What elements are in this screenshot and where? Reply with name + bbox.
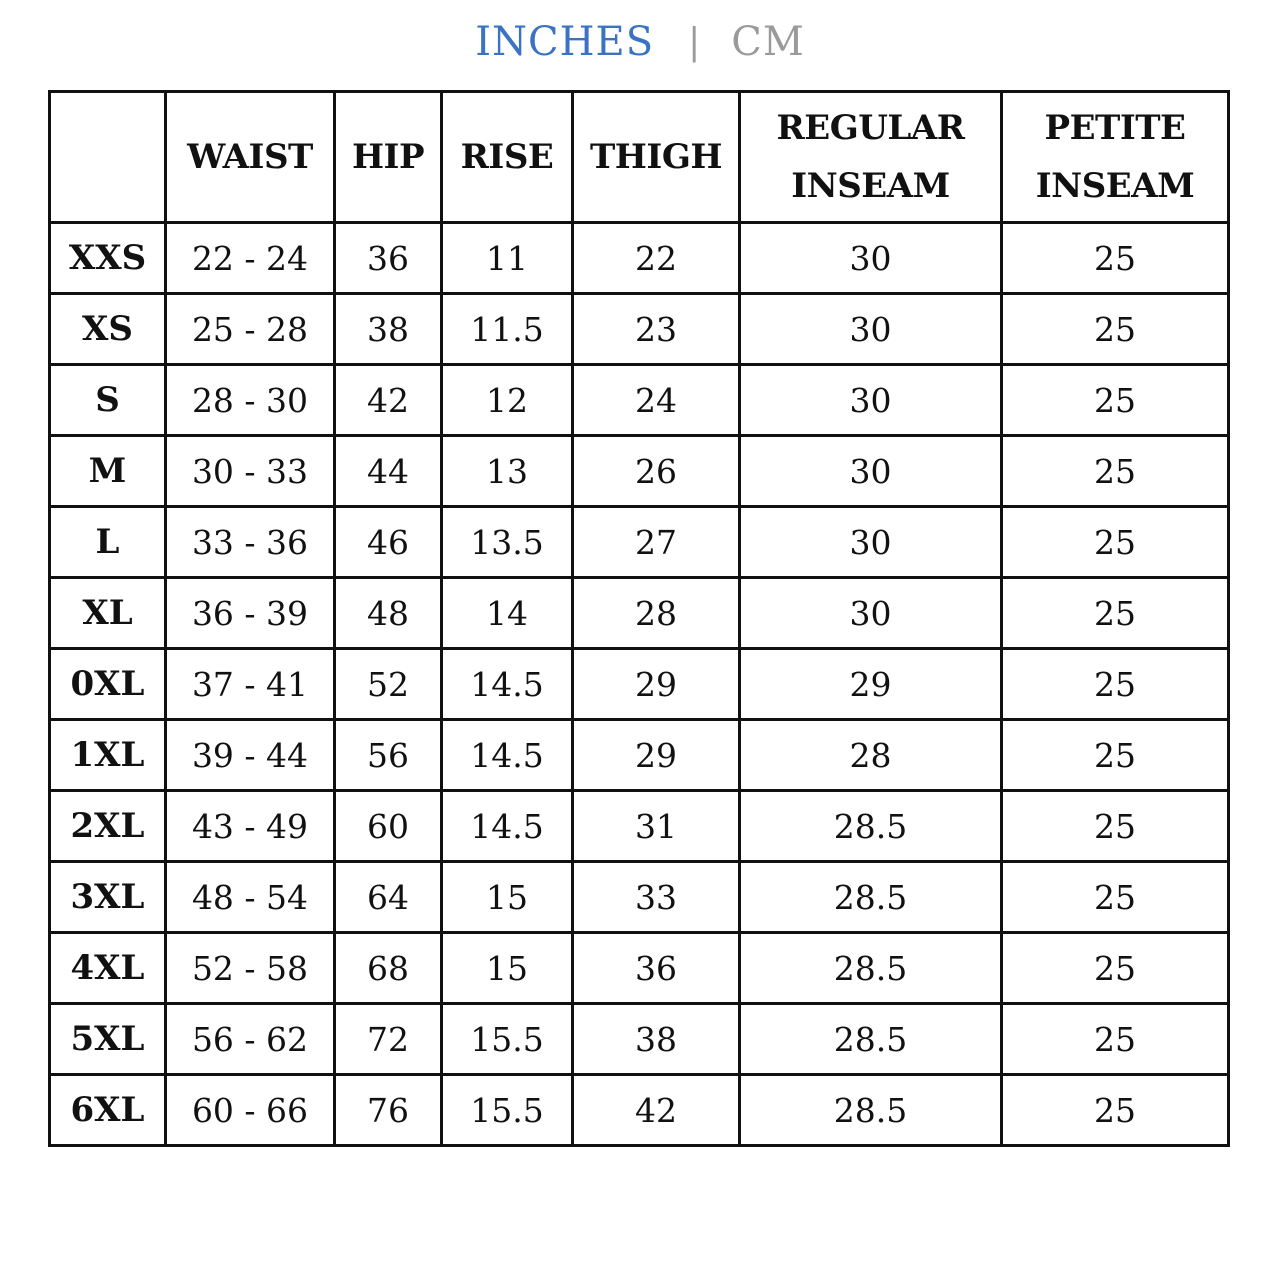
petite-inseam-cell: 25 [1002,933,1229,1004]
petite-inseam-cell: 25 [1002,507,1229,578]
waist-cell: 37 - 41 [166,649,335,720]
waist-cell: 33 - 36 [166,507,335,578]
regular-inseam-cell: 28 [740,720,1002,791]
hip-header [335,92,442,223]
petite-inseam-cell: 25 [1002,720,1229,791]
thigh-cell: 22 [573,223,740,294]
table-row [50,436,1229,507]
hip-cell: 76 [335,1075,442,1146]
rise-cell: 13 [442,436,573,507]
rise-cell: 12 [442,365,573,436]
hip-cell: 72 [335,1004,442,1075]
table-row [50,862,1229,933]
hip-cell: 52 [335,649,442,720]
size-column-header [50,92,166,223]
size-label: 5XL [50,1004,166,1075]
petite-inseam-cell: 25 [1002,578,1229,649]
hip-cell: 38 [335,294,442,365]
waist-cell: 28 - 30 [166,365,335,436]
petite-inseam-header [1002,92,1229,223]
header-label-line: INSEAM [1035,166,1195,206]
petite-inseam-cell: 25 [1002,294,1229,365]
size-label: XL [50,578,166,649]
size-label: S [50,365,166,436]
table-row [50,578,1229,649]
table-row [50,720,1229,791]
waist-cell: 22 - 24 [166,223,335,294]
hip-cell: 42 [335,365,442,436]
rise-cell: 11 [442,223,573,294]
regular-inseam-cell: 28.5 [740,933,1002,1004]
hip-cell: 48 [335,578,442,649]
table-body [50,223,1229,1146]
thigh-cell: 31 [573,791,740,862]
petite-inseam-cell: 25 [1002,862,1229,933]
regular-inseam-cell: 28.5 [740,791,1002,862]
hip-cell: 64 [335,862,442,933]
hip-cell: 60 [335,791,442,862]
unit-toggle [0,14,1280,70]
table-row [50,294,1229,365]
hip-cell: 46 [335,507,442,578]
rise-cell: 14.5 [442,720,573,791]
table-row [50,365,1229,436]
waist-cell: 52 - 58 [166,933,335,1004]
rise-cell: 15 [442,862,573,933]
regular-inseam-cell: 28.5 [740,1075,1002,1146]
header-label-line: PETITE [1044,108,1186,148]
thigh-cell: 29 [573,649,740,720]
regular-inseam-cell: 28.5 [740,1004,1002,1075]
petite-inseam-cell: 25 [1002,791,1229,862]
petite-inseam-cell: 25 [1002,436,1229,507]
table-row [50,507,1229,578]
size-label: 2XL [50,791,166,862]
thigh-cell: 23 [573,294,740,365]
size-label: 6XL [50,1075,166,1146]
regular-inseam-cell: 29 [740,649,1002,720]
waist-cell: 43 - 49 [166,791,335,862]
table-row [50,649,1229,720]
size-label: 0XL [50,649,166,720]
size-label: 3XL [50,862,166,933]
table-row [50,933,1229,1004]
thigh-cell: 36 [573,933,740,1004]
rise-cell: 14.5 [442,791,573,862]
size-label: 1XL [50,720,166,791]
regular-inseam-cell: 30 [740,436,1002,507]
waist-cell: 36 - 39 [166,578,335,649]
size-label: XS [50,294,166,365]
petite-inseam-cell: 25 [1002,1075,1229,1146]
inches-tab[interactable]: INCHES [475,19,655,65]
header-label-line: THIGH [590,137,722,177]
regular-inseam-cell: 30 [740,365,1002,436]
header-label-line: HIP [351,137,425,177]
header-label-line: REGULAR [776,108,965,148]
regular-inseam-cell: 30 [740,507,1002,578]
rise-cell: 14.5 [442,649,573,720]
waist-cell: 39 - 44 [166,720,335,791]
size-label: 4XL [50,933,166,1004]
thigh-cell: 38 [573,1004,740,1075]
table-row [50,1004,1229,1075]
table-row [50,791,1229,862]
waist-cell: 48 - 54 [166,862,335,933]
header-label-line: RISE [460,137,554,177]
waist-header [166,92,335,223]
thigh-cell: 33 [573,862,740,933]
cm-tab[interactable]: CM [731,19,805,65]
thigh-cell: 24 [573,365,740,436]
rise-cell: 15.5 [442,1004,573,1075]
table-row [50,223,1229,294]
table-header-row [50,92,1229,223]
hip-cell: 68 [335,933,442,1004]
size-chart-table [48,90,1230,1147]
rise-cell: 15.5 [442,1075,573,1146]
rise-cell: 13.5 [442,507,573,578]
thigh-cell: 28 [573,578,740,649]
regular-inseam-cell: 28.5 [740,862,1002,933]
petite-inseam-cell: 25 [1002,223,1229,294]
regular-inseam-header [740,92,1002,223]
rise-header [442,92,573,223]
hip-cell: 56 [335,720,442,791]
petite-inseam-cell: 25 [1002,365,1229,436]
rise-cell: 14 [442,578,573,649]
regular-inseam-cell: 30 [740,578,1002,649]
thigh-cell: 27 [573,507,740,578]
petite-inseam-cell: 25 [1002,649,1229,720]
hip-cell: 36 [335,223,442,294]
waist-cell: 60 - 66 [166,1075,335,1146]
size-label: M [50,436,166,507]
regular-inseam-cell: 30 [740,223,1002,294]
waist-cell: 56 - 62 [166,1004,335,1075]
size-label: XXS [50,223,166,294]
thigh-header [573,92,740,223]
thigh-cell: 26 [573,436,740,507]
header-label-line: INSEAM [791,166,950,206]
thigh-cell: 29 [573,720,740,791]
petite-inseam-cell: 25 [1002,1004,1229,1075]
rise-cell: 15 [442,933,573,1004]
waist-cell: 30 - 33 [166,436,335,507]
unit-separator: | [688,21,702,63]
header-label-line: WAIST [187,137,313,177]
size-label: L [50,507,166,578]
regular-inseam-cell: 30 [740,294,1002,365]
rise-cell: 11.5 [442,294,573,365]
thigh-cell: 42 [573,1075,740,1146]
waist-cell: 25 - 28 [166,294,335,365]
hip-cell: 44 [335,436,442,507]
table-row [50,1075,1229,1146]
